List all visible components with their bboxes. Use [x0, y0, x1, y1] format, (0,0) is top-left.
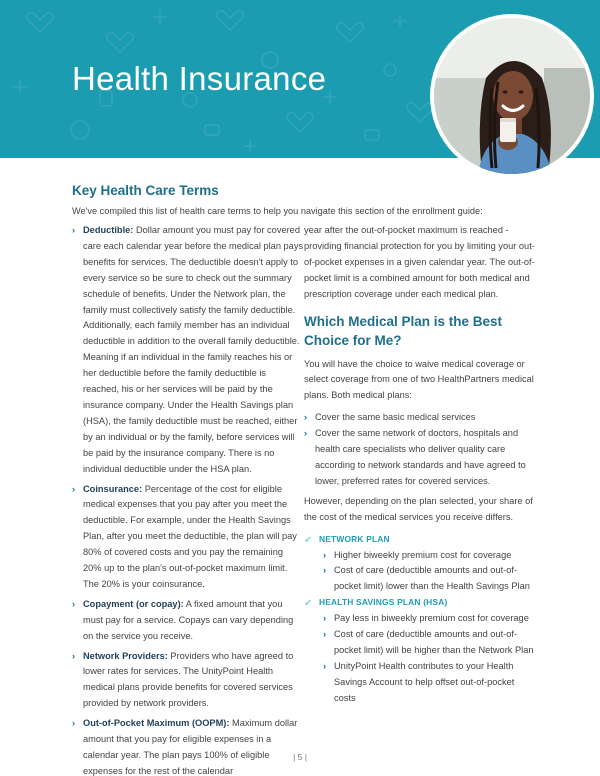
check-icon: ✔: [304, 534, 313, 546]
chevron-right-icon: ›: [72, 225, 76, 235]
term-name: Out-of-Pocket Maximum (OOPM):: [83, 718, 230, 729]
chevron-right-icon: ›: [72, 650, 76, 661]
term-coinsurance: [72, 482, 304, 593]
term-definition: A fixed amount that you must pay for a service. Copays can vary depending on the service you receive.: [83, 598, 294, 641]
chevron-right-icon: ›: [323, 613, 327, 624]
term-definition: Dollar amount you must pay for covered care each calendar year before the medical plan pays benefits for services. The deductible doesn't apply to every service so be sure to check out the summary schedule of benefits. Under the Network plan, the family must collectively satisfy the family deductible. Additionally, each family member has an individual deductible in addition to the overall family deductible. Meaning if an individual in the family reaches his or her deductible before the family deductible is reached, his or her services will be paid by the insurance company. Under the Health Savings plan (HSA), the family deductible must be reached, either by an individual or by the family, before services will be paid by the insurance company. There is no individual deductible under the HSA plan.: [83, 225, 304, 474]
terms-column-right: [304, 223, 536, 707]
plan-difference: However, depending on the plan selected, your share of the cost of the medical services you receive differs.: [304, 495, 533, 522]
chevron-right-icon: ›: [304, 428, 308, 439]
term-network-providers: [72, 649, 304, 713]
page-title: Health Insurance: [72, 60, 327, 97]
woman-with-coffee-image: [434, 18, 590, 174]
chevron-right-icon: ›: [72, 718, 76, 729]
intro-paragraph: We've compiled this list of health care terms to help you navigate this section of the enrollment guide:: [72, 206, 483, 216]
chevron-right-icon: ›: [72, 483, 76, 494]
chevron-right-icon: ›: [323, 549, 327, 560]
list-item: › Cost of care (deductible amounts and out-of-pocket limit) lower than the Health Savings Plan: [323, 565, 530, 592]
chevron-right-icon: ›: [323, 660, 327, 671]
chevron-right-icon: ›: [72, 598, 76, 609]
chevron-right-icon: ›: [304, 412, 308, 423]
page-number: | 5 |: [293, 752, 307, 762]
term-name: Coinsurance:: [83, 483, 143, 494]
term-name: Deductible:: [83, 225, 134, 235]
oopm-continued: year after the out-of-pocket maximum is reached - providing financial protection for you by limiting your out-of-pocket expenses in a given calendar year. The out-of-pocket limit is a combined amount for both medical and prescription coverage under each medical plan.: [304, 225, 535, 299]
term-name: Copayment (or copay):: [83, 598, 184, 609]
network-plan-heading: ✔ NETWORK PLAN: [304, 532, 536, 548]
check-icon: ✔: [304, 598, 313, 610]
terms-column-left: [72, 223, 304, 776]
list-item: › Cover the same network of doctors, hospitals and health care specialists who deliver quality care according to network standards and have agreed to lower, preferred rates for covered services.: [304, 428, 526, 486]
list-item: › Higher biweekly premium cost for coverage: [304, 548, 536, 564]
list-item: › Cover the same basic medical services: [304, 410, 536, 426]
term-definition: Providers who have agreed to lower rates for services. The UnityPoint Health medical plans provide benefits for covered services provided by network providers.: [83, 650, 294, 709]
term-deductible: [72, 223, 304, 478]
term-definition: Maximum dollar amount that you pay for eligible expenses in a calendar year. The plan pays 100% of eligible expenses for the rest of the calendar: [83, 718, 298, 776]
plan-choice-intro: You will have the choice to waive medical coverage or select coverage from one of two HealthPartners medical plans. Both medical plans:: [304, 358, 534, 401]
hsa-plan-heading: ✔ HEALTH SAVINGS PLAN (HSA): [304, 595, 536, 611]
chevron-right-icon: ›: [323, 565, 327, 576]
term-name: Network Providers:: [83, 650, 168, 661]
chevron-right-icon: ›: [323, 629, 327, 640]
list-item: › Cost of care (deductible amounts and out-of-pocket limit) will be higher than the Network Plan: [323, 629, 534, 655]
term-out-of-pocket-maximum: [72, 716, 304, 776]
list-item: › Pay less in biweekly premium cost for coverage: [304, 611, 536, 627]
term-copayment: [72, 597, 304, 645]
list-item: › UnityPoint Health contributes to your Health Savings Account to help offset out-of-pocket costs: [323, 660, 515, 703]
plan-choice-title: Which Medical Plan is the Best Choice for Me?: [304, 313, 503, 348]
header-photo: [430, 14, 594, 178]
section-title: Key Health Care Terms: [72, 183, 219, 198]
term-definition: Percentage of the cost for eligible medical expenses that you pay after you meet the deductible. For example, under the Health Savings Plan, after you meet the deductible, the plan will pay 80% of covered costs and you pay the remaining 20% up to the plan's out-of-pocket maximum limit. The 20% is your coinsurance.: [83, 483, 297, 589]
